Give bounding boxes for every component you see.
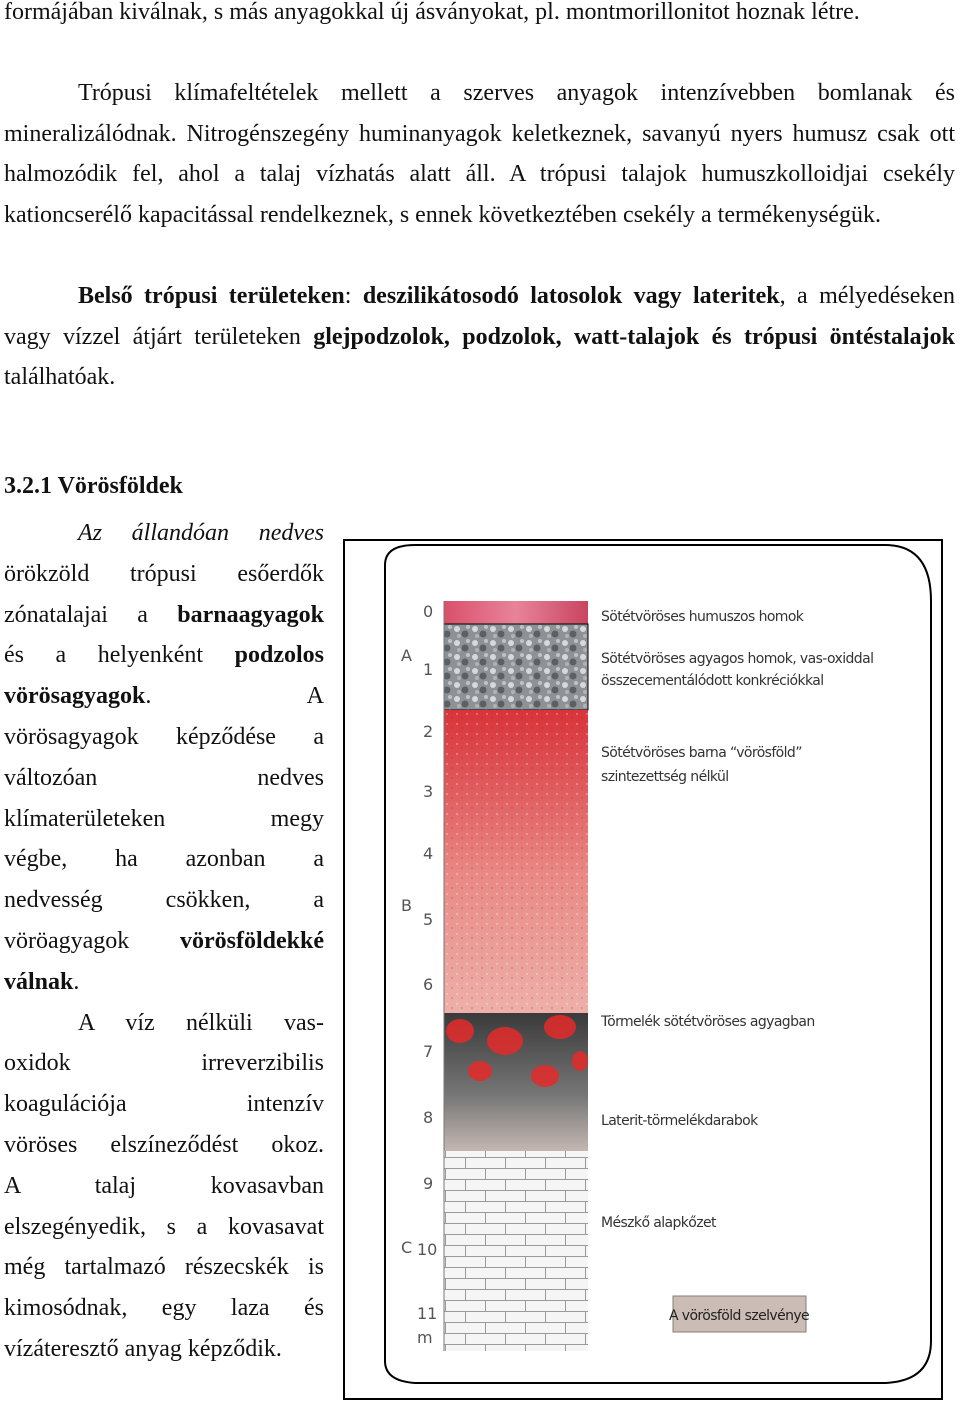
depth-label: 10	[417, 1240, 438, 1259]
figure-caption: A vörösföld szelvénye	[668, 1308, 810, 1324]
depth-label: 2	[423, 722, 434, 741]
depth-label: 1	[423, 660, 434, 679]
side-line: vízáteresztő anyag képződik.	[4, 1335, 282, 1362]
layer-label: Mészkő alapkőzet	[601, 1215, 716, 1231]
section-heading: 3.2.1 Vörösföldek	[4, 473, 183, 499]
depth-label: 3	[423, 782, 434, 801]
side-line: nedvesség csökken, a	[4, 887, 324, 914]
depth-label: 4	[423, 844, 434, 863]
layer-humus-sand	[444, 601, 588, 624]
side-line: vöröses elszíneződést okoz.	[4, 1131, 324, 1158]
horizon-c-label: C	[401, 1238, 413, 1257]
depth-label: 5	[423, 910, 434, 929]
bold-term: podzolos	[234, 642, 324, 669]
text: találhatóak.	[4, 364, 116, 391]
side-line: válnak.	[4, 968, 80, 995]
layer-label: szintezettség nélkül	[601, 769, 729, 785]
soil-profile-diagram	[345, 541, 941, 1398]
side-line: vöröagyagok vörösföldekké	[4, 927, 324, 954]
paragraph-tropical-climate	[4, 73, 955, 235]
side-line: A talaj kovasavban	[4, 1172, 324, 1199]
text: :	[344, 283, 363, 309]
paragraph-text: Trópusi klímafeltételek mellett a szerves anyagok intenzívebben bomlanak és mineralizálódnak. Nitrogénszegény huminanyagok keletkeznek, savanyú nyers humusz csak ott halmozódik fel, ahol a talaj vízhatás alatt áll. A trópusi talajok humuszkolloidjai csekély kationcserélő kapacitással rendelkeznek, s ennek következtében csekély a termékenységük.	[4, 80, 955, 228]
layer-label: Törmelék sötétvöröses agyagban	[601, 1014, 815, 1030]
layer-label: Sötétvöröses agyagos homok, vas-oxiddal	[601, 651, 874, 667]
layer-limestone	[444, 1151, 588, 1351]
text: , a mélyedéseken vagy vízzel átjárt területeken	[4, 283, 955, 350]
side-line: elszegényedik, s a kovasavat	[4, 1213, 324, 1240]
depth-label: 11	[417, 1304, 438, 1323]
soil-profile-figure	[343, 539, 943, 1400]
depth-label: 8	[423, 1108, 434, 1127]
layer-clayey-sand	[444, 624, 588, 710]
term-gley-soils: glejpodzolok, podzolok, watt-talajok és trópusi öntéstalajok	[313, 323, 955, 350]
horizon-a-label: A	[401, 646, 412, 665]
bold-term: barnaagyagok	[177, 601, 324, 628]
side-line: vörösagyagok képződése a	[4, 723, 324, 750]
side-line: változóan nedves	[4, 764, 324, 791]
depth-label: 6	[423, 975, 434, 994]
side-line: zónatalajai a barnaagyagok	[4, 601, 324, 628]
side-line: és a helyenként podzolos	[4, 642, 324, 669]
side-column-text	[4, 513, 324, 1370]
term-inner-tropics: Belső trópusi területeken	[78, 283, 345, 309]
bold-term: vörösagyagok	[4, 683, 146, 710]
layer-label: összecementálódott konkréciókkal	[601, 673, 824, 689]
layer-label: Laterit-törmelékdarabok	[601, 1113, 758, 1129]
bold-term: vörösföldekké	[180, 927, 324, 954]
bold-term: válnak	[4, 968, 74, 995]
depth-label: 0	[423, 602, 434, 621]
depth-label: 7	[423, 1042, 434, 1061]
side-line: klímaterületeken megy	[4, 805, 324, 832]
side-line: Az állandóan nedves	[78, 520, 324, 546]
side-line: örökzöld trópusi esőerdők	[4, 560, 324, 587]
paragraph-inner-tropics	[4, 276, 955, 398]
side-line: koagulációja intenzív	[4, 1091, 324, 1118]
layer-label: Sötétvöröses barna “vörösföld”	[601, 745, 802, 761]
layer-label: Sötétvöröses humuszos homok	[601, 609, 804, 625]
side-line: vörösagyagok. A	[4, 683, 324, 710]
term-latosols: deszilikátosodó latosolok vagy lateritek	[362, 283, 780, 309]
side-line: kimosódnak, egy laza és	[4, 1295, 324, 1322]
side-line: még tartalmazó részecskék is	[4, 1254, 324, 1281]
side-line: A víz nélküli vas-	[78, 1009, 324, 1036]
depth-label: m	[417, 1328, 433, 1347]
side-line: oxidok irreverzibilis	[4, 1050, 324, 1077]
paragraph-continuation: formájában kiválnak, s más anyagokkal új ásványokat, pl. montmorillonitot hoznak létre.	[4, 0, 860, 25]
side-line: végbe, ha azonban a	[4, 846, 324, 873]
depth-label: 9	[423, 1174, 434, 1193]
horizon-b-label: B	[401, 896, 412, 915]
